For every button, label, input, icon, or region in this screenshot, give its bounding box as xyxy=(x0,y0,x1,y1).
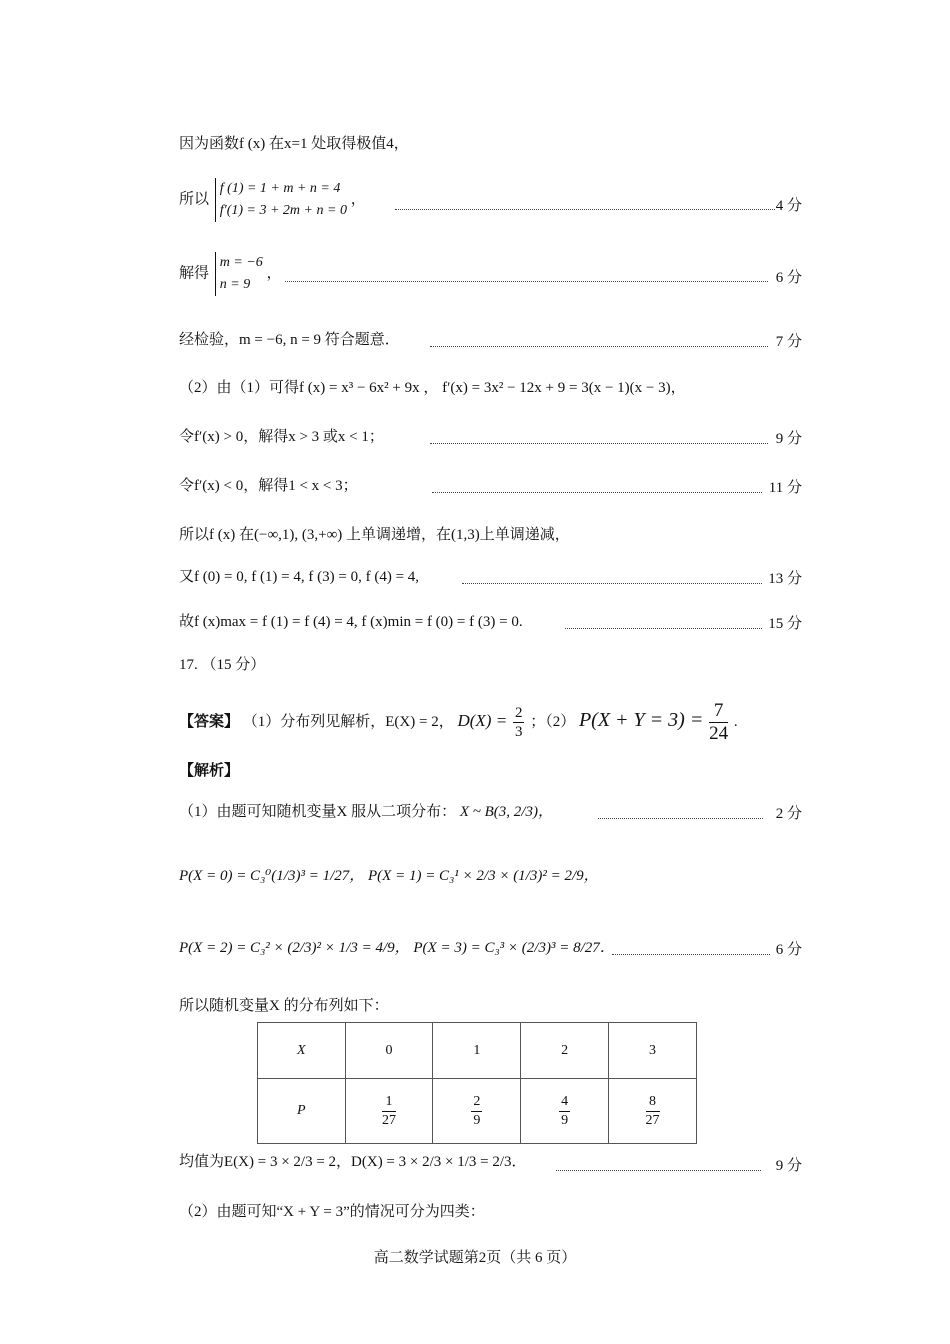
page-footer: 高二数学试题第2页（共 6 页） xyxy=(373,1250,577,1266)
answer-variance: D(X) = xyxy=(457,710,508,730)
table-row-x xyxy=(258,1023,697,1079)
p-value xyxy=(521,1079,609,1144)
p-value xyxy=(345,1079,433,1144)
denominator: 24 xyxy=(709,723,729,744)
numerator: 4 xyxy=(559,1093,570,1112)
numerator: 2 xyxy=(514,705,523,721)
punct: . xyxy=(733,713,738,730)
label-suoyi: 所以 xyxy=(179,191,210,208)
q16-monotonic: 所以f (x) 在(−∞,1), (3,+∞) 上单调递增，在(1,3)上单调递减， xyxy=(179,527,570,543)
q16-max-min: 故f (x)max = f (1) = f (4) = 4, f (x)min = f (0) = f (3) = 0. xyxy=(179,614,523,630)
q16-decreasing-condition: 令f′(x) < 0，解得1 < x < 3； xyxy=(179,478,358,494)
score-15: 15 分 xyxy=(768,616,802,632)
leader-dots xyxy=(395,209,775,210)
q17-binomial xyxy=(179,802,553,822)
answer-label: 【答案】 xyxy=(179,711,240,730)
q17-prob-0-1 xyxy=(179,866,599,886)
prob-x2: P(X = 2) = C₃² × (2/3)² × 1/3 = 4/9， xyxy=(179,940,410,956)
fraction-7-24 xyxy=(709,700,728,745)
q16-derivative: （2）由（1）可得f (x) = x³ − 6x² + 9x ， f′(x) = 3x² − 12x + 9 = 3(x − 1)(x − 3)， xyxy=(179,380,686,396)
solution-system xyxy=(215,252,263,296)
q17-answer xyxy=(179,700,738,745)
x-value: 2 xyxy=(521,1023,609,1079)
score-4: 4 分 xyxy=(775,198,802,214)
score-11: 11 分 xyxy=(768,480,802,496)
leader-dots xyxy=(598,818,763,819)
fraction-2-3 xyxy=(513,704,525,741)
leader-dots xyxy=(556,1170,761,1171)
p-value xyxy=(433,1079,521,1144)
x-value: 1 xyxy=(433,1023,521,1079)
score-9: 9 分 xyxy=(775,431,802,447)
numerator: 1 xyxy=(382,1093,396,1112)
denominator: 27 xyxy=(645,1112,660,1128)
binomial-text: （1）由题可知随机变量X 服从二项分布： xyxy=(179,804,457,820)
leader-dots xyxy=(462,583,762,584)
numerator: 2 xyxy=(471,1093,482,1112)
denominator: 27 xyxy=(381,1112,396,1128)
score-2: 2 分 xyxy=(775,806,802,822)
p-value xyxy=(609,1079,697,1144)
q16-line-extremum: 因为函数f (x) 在x=1 处取得极值4， xyxy=(179,136,409,152)
table-intro: 所以随机变量X 的分布列如下： xyxy=(179,998,389,1014)
answer-probability: P(X + Y = 3) = xyxy=(578,708,704,731)
label-jiede: 解得 xyxy=(179,265,210,282)
score-9b: 9 分 xyxy=(775,1158,802,1174)
leader-dots xyxy=(612,954,770,955)
binomial-distribution: X ~ B(3, 2/3)， xyxy=(459,804,553,820)
q16-values: 又f (0) = 0, f (1) = 4, f (3) = 0, f (4) = 4, xyxy=(179,569,420,585)
q16-solution xyxy=(179,252,282,296)
q17-header: 17. （15 分） xyxy=(179,657,266,673)
q16-verification: 经检验，m = −6, n = 9 符合题意． xyxy=(179,332,400,348)
q17-mean-variance: 均值为E(X) = 3 × 2/3 = 2，D(X) = 3 × 2/3 × 1/3 = 2/3． xyxy=(179,1154,527,1170)
numerator: 8 xyxy=(646,1093,660,1112)
solution-m: m = −6 xyxy=(219,255,263,270)
numerator: 7 xyxy=(709,700,728,723)
q17-prob-2-3 xyxy=(179,938,615,958)
q17-part2: （2）由题可知“X + Y = 3”的情况可分为四类： xyxy=(179,1204,485,1220)
denominator: 9 xyxy=(561,1112,569,1128)
distribution-table xyxy=(257,1022,697,1144)
table-row-p xyxy=(258,1079,697,1144)
row-header-x: X xyxy=(258,1023,346,1079)
q16-increasing-condition: 令f′(x) > 0，解得x > 3 或x < 1； xyxy=(179,429,384,445)
leader-dots xyxy=(565,628,762,629)
punct: ， xyxy=(350,191,366,208)
solution-n: n = 9 xyxy=(219,277,251,292)
prob-x1: P(X = 1) = C₃¹ × 2/3 × (1/3)² = 2/9， xyxy=(368,868,599,884)
analysis-label: 【解析】 xyxy=(179,761,240,779)
score-13: 13 分 xyxy=(768,571,802,587)
x-value: 0 xyxy=(345,1023,433,1079)
row-header-p: P xyxy=(258,1079,346,1144)
x-value: 3 xyxy=(609,1023,697,1079)
leader-dots xyxy=(285,281,768,282)
leader-dots xyxy=(430,443,768,444)
equation-system xyxy=(215,178,347,222)
answer-part2: ；（2） xyxy=(530,713,576,730)
answer-part1: （1）分布列见解析，E(X) = 2， xyxy=(242,713,454,730)
denominator: 3 xyxy=(514,724,523,740)
punct: ， xyxy=(266,265,282,282)
prob-x0: P(X = 0) = C₃⁰(1/3)³ = 1/27， xyxy=(179,868,365,884)
equation-2: f′(1) = 3 + 2m + n = 0 xyxy=(219,203,347,218)
prob-x3: P(X = 3) = C₃³ × (2/3)³ = 8/27． xyxy=(413,940,615,956)
leader-dots xyxy=(432,492,762,493)
equation-1: f (1) = 1 + m + n = 4 xyxy=(219,181,341,196)
q16-system-equations xyxy=(179,178,366,222)
leader-dots xyxy=(430,346,768,347)
denominator: 9 xyxy=(473,1112,481,1128)
score-6: 6 分 xyxy=(775,270,802,286)
score-7: 7 分 xyxy=(775,334,802,350)
score-6b: 6 分 xyxy=(775,942,802,958)
